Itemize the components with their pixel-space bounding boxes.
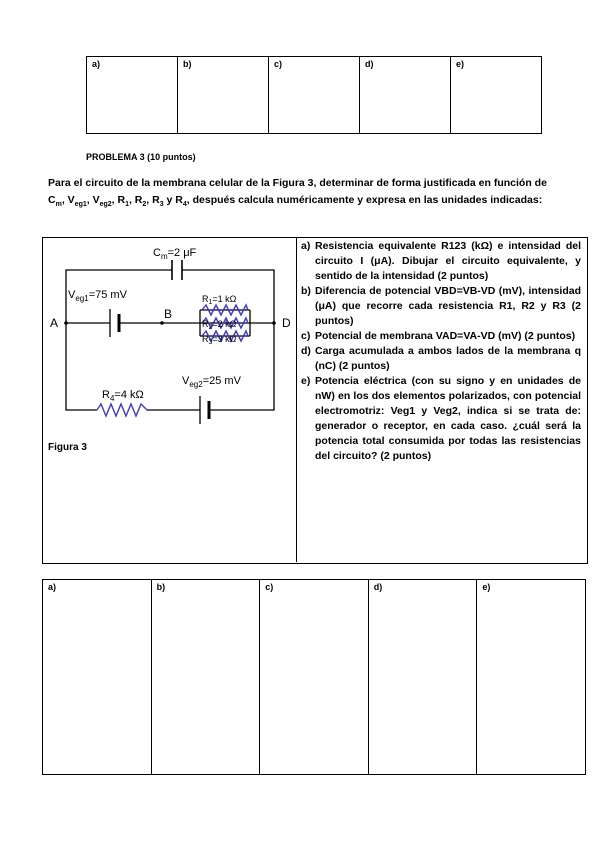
question-c-text: Potencial de membrana VAD=VA-VD (mV) (2 puntos) <box>315 330 576 342</box>
problem-intro: Para el circuito de la membrana celular de la Figura 3, determinar de forma justificada en función de $C_m$, $V_{eg1}$, $V_{eg2}$, $R_1$, $R_2$, $R_3$ y $R_4$, después calcula numéricamente y expresa en las unidades indicadas: <box>48 177 547 209</box>
node-a-dot <box>64 321 68 325</box>
answer-cell-e: e) <box>477 580 586 775</box>
question-d-label: d) <box>301 345 311 357</box>
question-a-label: a) <box>301 240 311 252</box>
resistor-r4-zigzag <box>97 404 147 416</box>
problem-box-divider <box>296 237 297 562</box>
question-c <box>301 329 581 344</box>
top-answer-table <box>86 56 542 134</box>
question-b <box>301 284 581 329</box>
answer-cell-a: a) <box>43 580 152 775</box>
question-d-text: Carga acumulada a ambos lados de la membrana q (nC) (2 puntos) <box>315 345 581 372</box>
question-a-text: Resistencia equivalente R123 (kΩ) e intensidad del circuito I (μA). Dibujar el circuito equivalente, y sentido de la intensidad (2 puntos) <box>315 240 581 282</box>
r4-label: $R_4=4$ kΩ <box>102 389 144 403</box>
node-d-dot <box>272 321 276 325</box>
node-b-dot <box>160 321 164 325</box>
intro-text-end: , después calcula numéricamente y expresa en las unidades indicadas: <box>186 194 543 206</box>
question-d <box>301 344 581 374</box>
intro-text-start: Para el circuito de la membrana celular de la Figura 3, determinar de forma justificada en función de C <box>48 177 547 206</box>
figure-caption: Figura 3 <box>48 442 87 453</box>
answer-cell-e: e) <box>451 57 542 134</box>
r1-label: $R_1=1$ kΩ <box>202 294 237 306</box>
answer-cell-c: c) <box>269 57 360 134</box>
node-d-label: D <box>282 316 291 330</box>
problem-heading: PROBLEMA 3 (10 puntos) <box>86 152 196 162</box>
answer-cell-b: b) <box>151 580 260 775</box>
question-b-text: Diferencia de potencial VBD=VB-VD (mV), intensidad (μA) que recorre cada resistencia R1, R2 y R3 (2 puntos) <box>315 285 581 327</box>
answer-cell-d: d) <box>360 57 451 134</box>
answer-cell-b: b) <box>178 57 269 134</box>
answer-cell-a: a) <box>87 57 178 134</box>
node-a-label: A <box>50 316 59 330</box>
answer-cell-d: d) <box>368 580 477 775</box>
question-c-label: c) <box>301 330 311 342</box>
r2-label: $R_2=2$ kΩ <box>202 319 237 331</box>
veg2-label: $V_{eg2}=25$ mV <box>182 375 241 389</box>
question-list <box>301 239 581 464</box>
question-e-label: e) <box>301 375 311 387</box>
bottom-answer-table <box>42 579 586 775</box>
circuit-diagram <box>42 238 296 438</box>
veg1-label: $V_{eg1}=75$ mV <box>68 289 127 303</box>
node-b-label: B <box>164 307 173 321</box>
question-a <box>301 239 581 284</box>
r3-label: $R_3=3$ kΩ <box>202 334 237 346</box>
question-b-label: b) <box>301 285 311 297</box>
answer-cell-c: c) <box>260 580 369 775</box>
question-e <box>301 374 581 464</box>
question-e-text: Potencia eléctrica (con su signo y en unidades de nW) en los dos elementos polarizados, con potencial electromotriz: Veg1 y Veg2, indica si se trata de: generador o receptor, en cada caso. ¿cuál será la potencia total consumida por todas las resistencias del circuito? (2 puntos) <box>315 375 581 462</box>
capacitor-label: $C_m=2$ μF <box>153 247 197 261</box>
